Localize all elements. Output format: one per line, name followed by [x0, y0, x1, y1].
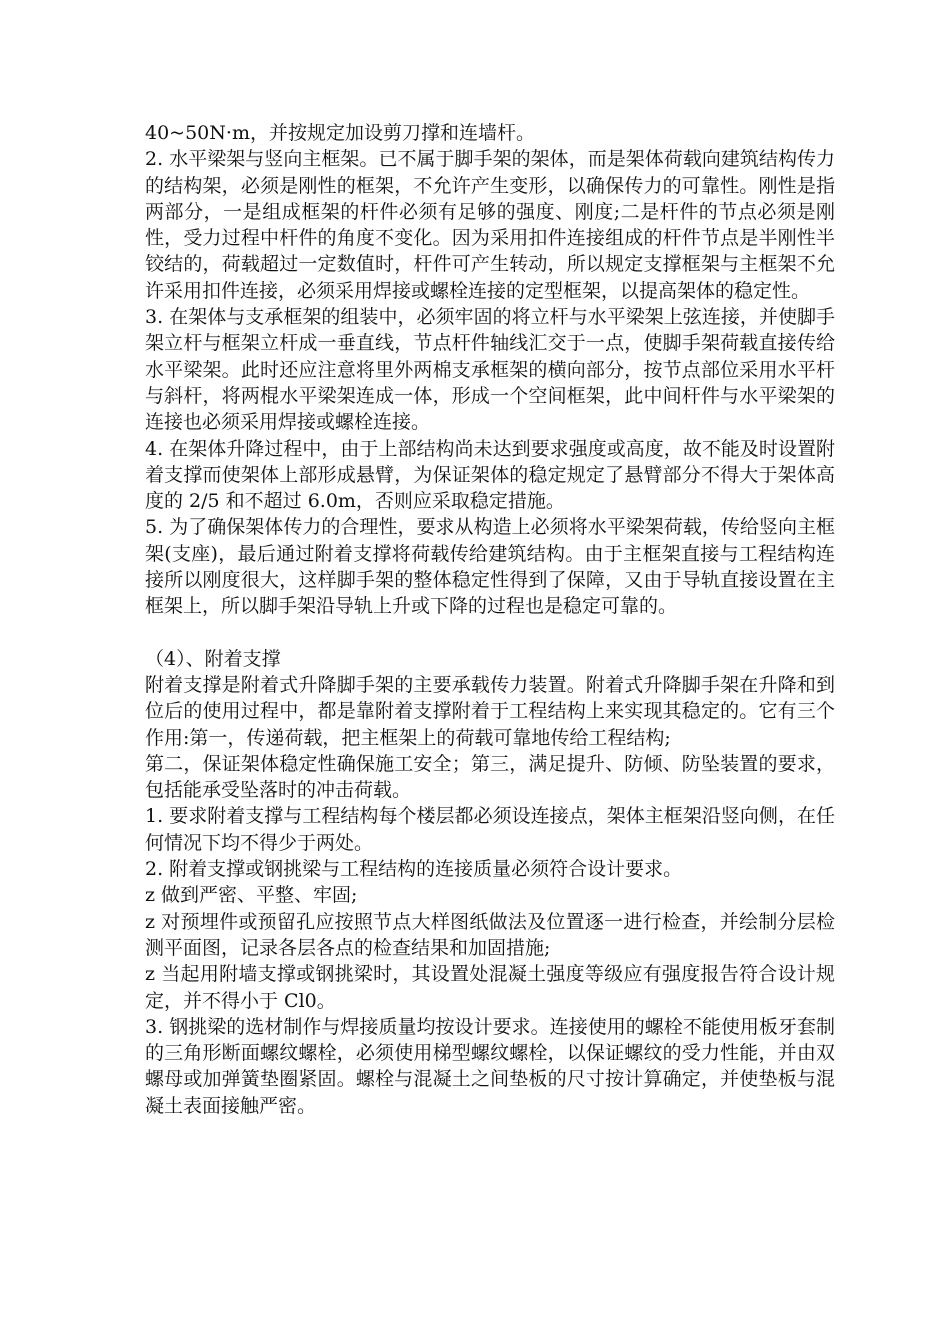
paragraph-item-3-assembly: 3. 在架体与支承框架的组装中，必须牢固的将立杆与水平梁架上弦连接，并使脚手架立杆与框架立杆成一垂直线，节点杆件轴线汇交于一点，使脚手架荷载直接传给水平梁架。此时还应注意将里外两棉支承框架的横向部分，按节点部位采用水平杆与斜杆，将两棍水平梁架连成一体，形成一个空间框架，此中间杆件与水平梁架的连接也必须采用焊接或螺栓连接。: [145, 306, 835, 434]
document-page: [145, 120, 835, 1119]
paragraph-attachment-intro: 附着支撑是附着式升降脚手架的主要承载传力装置。附着式升降脚手架在升降和到位后的使用过程中，都是靠附着支撑附着于工程结构上来实现其稳定的。它有三个作用:第一，传递荷载，把主框架上的荷载可靠地传给工程结构;: [145, 673, 835, 749]
bullet-item-tight: z 做到严密、平整、牢固;: [145, 884, 358, 907]
paragraph-attachment-item-1: 1. 要求附着支撑与工程结构每个楼层都必须设连接点，架体主框架沿竖向侧，在任何情况下均不得少于两处。: [145, 805, 835, 854]
paragraph-item-5-load-transfer: 5. 为了确保架体传力的合理性，要求从构造上必须将水平梁架荷载，传给竖向主框架(支座)，最后通过附着支撑将荷载传给建筑结构。由于主框架直接与工程结构连接所以刚度很大，这样脚手架的整体稳定性得到了保障，又由于导轨直接设置在主框架上，所以脚手架沿导轨上升或下降的过程也是稳定可靠的。: [145, 516, 835, 618]
section-spacer: [145, 620, 835, 646]
bullet-item-inspection: z 对预埋件或预留孔应按照节点大样图纸做法及位置逐一进行检查，并绘制分层检测平面图，记录各层各点的检查结果和加固措施;: [145, 910, 835, 959]
paragraph-attachment-item-3: 3. 钢挑梁的选材制作与焊接质量均按设计要求。连接使用的螺栓不能使用板牙套制的三角形断面螺纹螺栓，必须使用梯型螺纹螺栓，以保证螺纹的受力性能，并由双螺母或加弹簧垫圈紧固。螺栓与混凝土之间垫板的尺寸按计算确定，并使垫板与混凝土表面接触严密。: [145, 1015, 835, 1117]
paragraph-attachment-functions: 第二，保证架体稳定性确保施工安全；第三，满足提升、防倾、防坠装置的要求，包括能承受坠落时的冲击荷载。: [145, 752, 835, 802]
paragraph-attachment-item-2: 2. 附着支撑或钢挑梁与工程结构的连接质量必须符合设计要求。: [145, 858, 683, 881]
paragraph-item-2-frame: 2. 水平梁架与竖向主框架。已不属于脚手架的架体，而是架体荷载向建筑结构传力的结构架，必须是刚性的框架，不允许产生变形，以确保传力的可靠性。刚性是指两部分，一是组成框架的杆件必须有足够的强度、刚度;二是杆件的节点必须是刚性，受力过程中杆件的角度不变化。因为采用扣件连接组成的杆件节点是半刚性半铰结的，荷载超过一定数值时，杆件可产生转动，所以规定支撑框架与主框架不允许采用扣件连接，必须采用焊接或螺栓连接的定型框架，以提高架体的稳定性。: [145, 148, 835, 302]
bullet-item-concrete-strength: z 当起用附墙支撑或钢挑梁时，其设置处混凝土强度等级应有强度报告符合设计规定，并不得小于 Cl0。: [145, 963, 835, 1012]
paragraph-item-4-lifting: 4. 在架体升降过程中，由于上部结构尚未达到要求强度或高度，故不能及时设置附着支撑而使架体上部形成悬臂，为保证架体的稳定规定了悬臂部分不得大于架体高度的 2/5 和不超过 6.0m，否则应采取稳定措施。: [145, 437, 835, 513]
paragraph-torque: 40~50N·m，并按规定加设剪刀撑和连墙杆。: [145, 122, 535, 144]
section-heading: （4）、附着支撑: [145, 647, 281, 670]
